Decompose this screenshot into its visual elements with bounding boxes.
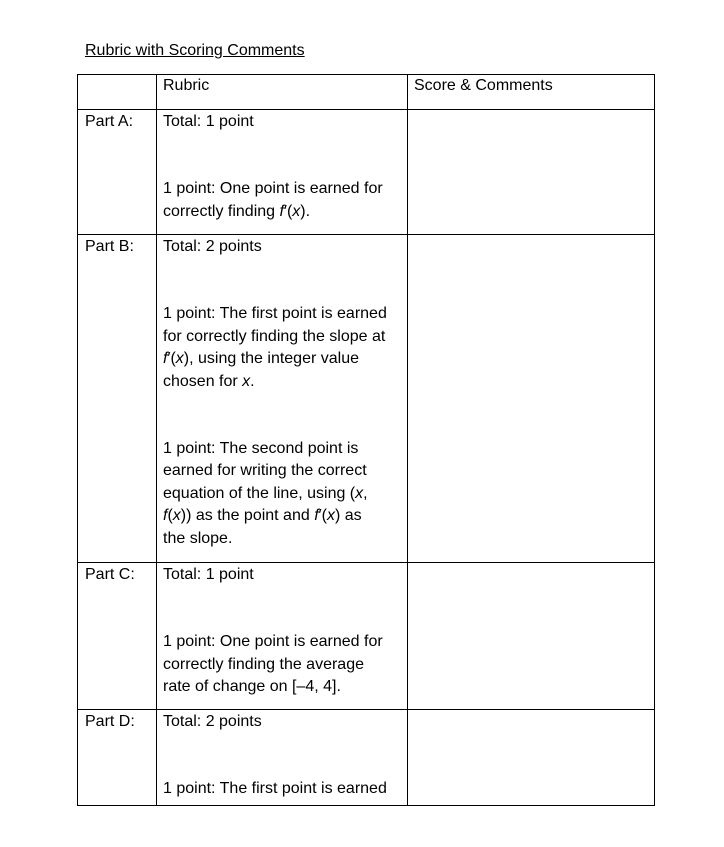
part-c-total: Total: 1 point <box>163 566 254 583</box>
part-d-rubric <box>157 710 408 806</box>
header-rubric-cell: Rubric <box>157 75 408 110</box>
rubric-line: correctly finding f′(x). <box>163 202 311 220</box>
table-row-part-c <box>78 563 655 710</box>
table-row-part-d <box>78 710 655 806</box>
table-header-row <box>78 75 655 110</box>
table-row-part-b <box>78 235 655 563</box>
rubric-line: rate of change on [–4, 4]. <box>163 678 341 696</box>
rubric-line: chosen for x. <box>163 372 255 390</box>
part-a-total: Total: 1 point <box>163 113 254 130</box>
rubric-line: 1 point: The first point is earned <box>163 305 387 323</box>
part-b-score-cell[interactable] <box>408 235 655 563</box>
rubric-line: correctly finding the average <box>163 655 364 673</box>
part-c-rubric <box>157 563 408 710</box>
part-b-rubric <box>157 235 408 563</box>
rubric-line: 1 point: The second point is <box>163 440 359 458</box>
rubric-line: the slope. <box>163 529 233 547</box>
document-title: Rubric with Scoring Comments <box>85 42 305 59</box>
table-row-part-a <box>78 110 655 235</box>
rubric-table <box>77 74 655 806</box>
part-c-label: Part C: <box>78 563 157 710</box>
rubric-line: 1 point: One point is earned for <box>163 180 383 198</box>
part-a-score-cell[interactable] <box>408 110 655 235</box>
part-b-total: Total: 2 points <box>163 238 262 255</box>
rubric-line: earned for writing the correct <box>163 462 367 480</box>
rubric-line: f′(x), using the integer value <box>163 350 359 368</box>
part-d-score-cell[interactable] <box>408 710 655 806</box>
part-c-score-cell[interactable] <box>408 563 655 710</box>
rubric-line: f(x)) as the point and f′(x) as <box>163 507 362 525</box>
rubric-line: equation of the line, using (x, <box>163 484 368 502</box>
part-d-label: Part D: <box>78 710 157 806</box>
part-d-total: Total: 2 points <box>163 713 262 730</box>
header-score-cell: Score & Comments <box>408 75 655 110</box>
rubric-line: for correctly finding the slope at <box>163 327 386 345</box>
header-part-cell <box>78 75 157 110</box>
part-a-label: Part A: <box>78 110 157 235</box>
rubric-line: 1 point: The first point is earned <box>163 780 387 798</box>
part-b-label: Part B: <box>78 235 157 563</box>
part-a-rubric <box>157 110 408 235</box>
rubric-line: 1 point: One point is earned for <box>163 633 383 651</box>
